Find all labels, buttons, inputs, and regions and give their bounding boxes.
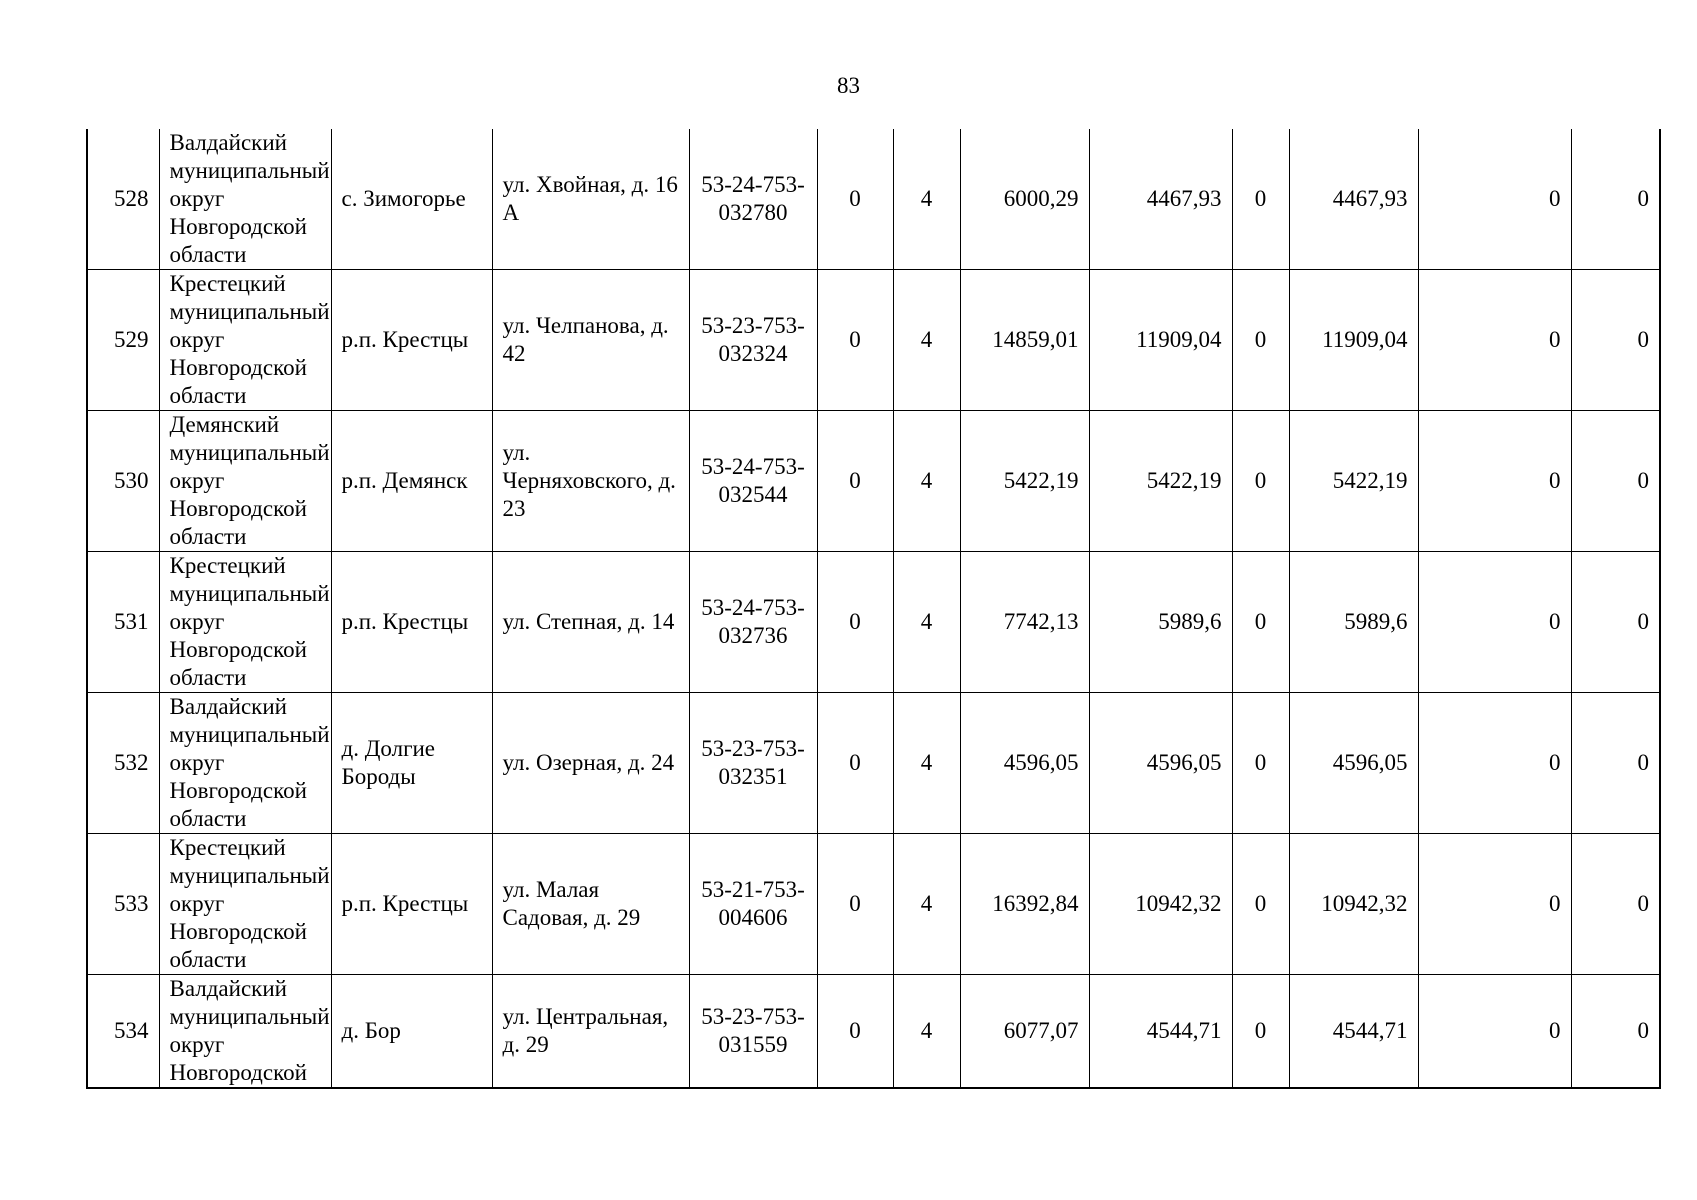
value-cell: 0	[817, 834, 893, 975]
value-cell: 0	[1232, 975, 1289, 1089]
value-cell: 0	[1571, 270, 1660, 411]
table-row	[87, 693, 1660, 834]
address-cell: ул. Черняховского, д. 23	[492, 411, 689, 552]
code-cell: 53-23-753-031559	[689, 975, 817, 1089]
amount-cell: 14859,01	[960, 270, 1089, 411]
address-cell: ул. Хвойная, д. 16 А	[492, 129, 689, 270]
amount-cell: 10942,32	[1289, 834, 1418, 975]
value-cell: 0	[1418, 552, 1571, 693]
address-cell: ул. Малая Садовая, д. 29	[492, 834, 689, 975]
amount-cell: 5422,19	[960, 411, 1089, 552]
amount-cell: 7742,13	[960, 552, 1089, 693]
value-cell: 4	[893, 552, 960, 693]
value-cell: 0	[1232, 834, 1289, 975]
locality-cell: д. Долгие Бороды	[331, 693, 492, 834]
value-cell: 0	[817, 411, 893, 552]
value-cell: 0	[1571, 411, 1660, 552]
table-row	[87, 411, 1660, 552]
amount-cell: 11909,04	[1089, 270, 1232, 411]
amount-cell: 4467,93	[1089, 129, 1232, 270]
value-cell: 0	[1571, 834, 1660, 975]
district-cell: Валдайский муниципальный округ Новгородской области	[159, 129, 331, 270]
value-cell: 4	[893, 834, 960, 975]
value-cell: 4	[893, 270, 960, 411]
amount-cell: 6000,29	[960, 129, 1089, 270]
amount-cell: 4596,05	[1089, 693, 1232, 834]
housing-register-table	[86, 129, 1661, 1089]
value-cell: 0	[1232, 129, 1289, 270]
address-cell: ул. Степная, д. 14	[492, 552, 689, 693]
value-cell: 0	[1571, 129, 1660, 270]
table-row	[87, 975, 1660, 1089]
amount-cell: 5422,19	[1289, 411, 1418, 552]
locality-cell: р.п. Демянск	[331, 411, 492, 552]
amount-cell: 5989,6	[1289, 552, 1418, 693]
amount-cell: 4596,05	[960, 693, 1089, 834]
code-cell: 53-24-753-032736	[689, 552, 817, 693]
value-cell: 0	[1232, 270, 1289, 411]
value-cell: 0	[817, 552, 893, 693]
code-cell: 53-24-753-032780	[689, 129, 817, 270]
value-cell: 0	[1571, 693, 1660, 834]
code-cell: 53-23-753-032351	[689, 693, 817, 834]
amount-cell: 5422,19	[1089, 411, 1232, 552]
district-cell: Крестецкий муниципальный округ Новгородской области	[159, 834, 331, 975]
locality-cell: д. Бор	[331, 975, 492, 1089]
address-cell: ул. Центральная, д. 29	[492, 975, 689, 1089]
code-cell: 53-21-753-004606	[689, 834, 817, 975]
value-cell: 4	[893, 129, 960, 270]
value-cell: 0	[1418, 411, 1571, 552]
value-cell: 0	[1571, 552, 1660, 693]
address-cell: ул. Озерная, д. 24	[492, 693, 689, 834]
row-number: 532	[87, 693, 159, 834]
table-row	[87, 270, 1660, 411]
table-row	[87, 129, 1660, 270]
value-cell: 0	[1418, 834, 1571, 975]
row-number: 529	[87, 270, 159, 411]
value-cell: 0	[1418, 129, 1571, 270]
page-number: 83	[837, 73, 860, 98]
value-cell: 0	[1232, 411, 1289, 552]
value-cell: 0	[1571, 975, 1660, 1089]
amount-cell: 4467,93	[1289, 129, 1418, 270]
table-row	[87, 552, 1660, 693]
value-cell: 0	[817, 693, 893, 834]
district-cell: Крестецкий муниципальный округ Новгородской области	[159, 270, 331, 411]
value-cell: 0	[1232, 693, 1289, 834]
locality-cell: с. Зимогорье	[331, 129, 492, 270]
row-number: 531	[87, 552, 159, 693]
code-cell: 53-23-753-032324	[689, 270, 817, 411]
row-number: 534	[87, 975, 159, 1089]
value-cell: 0	[1418, 270, 1571, 411]
row-number: 528	[87, 129, 159, 270]
locality-cell: р.п. Крестцы	[331, 270, 492, 411]
locality-cell: р.п. Крестцы	[331, 834, 492, 975]
value-cell: 0	[817, 975, 893, 1089]
value-cell: 4	[893, 975, 960, 1089]
value-cell: 0	[817, 129, 893, 270]
district-cell: Валдайский муниципальный округ Новгородской	[159, 975, 331, 1089]
value-cell: 0	[1232, 552, 1289, 693]
value-cell: 0	[1418, 975, 1571, 1089]
amount-cell: 11909,04	[1289, 270, 1418, 411]
row-number: 533	[87, 834, 159, 975]
table-row	[87, 834, 1660, 975]
amount-cell: 4544,71	[1089, 975, 1232, 1089]
district-cell: Валдайский муниципальный округ Новгородской области	[159, 693, 331, 834]
value-cell: 0	[1418, 693, 1571, 834]
amount-cell: 16392,84	[960, 834, 1089, 975]
district-cell: Демянский муниципальный округ Новгородской области	[159, 411, 331, 552]
amount-cell: 4544,71	[1289, 975, 1418, 1089]
amount-cell: 5989,6	[1089, 552, 1232, 693]
value-cell: 4	[893, 693, 960, 834]
value-cell: 0	[817, 270, 893, 411]
address-cell: ул. Челпанова, д. 42	[492, 270, 689, 411]
row-number: 530	[87, 411, 159, 552]
value-cell: 4	[893, 411, 960, 552]
locality-cell: р.п. Крестцы	[331, 552, 492, 693]
district-cell: Крестецкий муниципальный округ Новгородской области	[159, 552, 331, 693]
amount-cell: 6077,07	[960, 975, 1089, 1089]
amount-cell: 10942,32	[1089, 834, 1232, 975]
amount-cell: 4596,05	[1289, 693, 1418, 834]
code-cell: 53-24-753-032544	[689, 411, 817, 552]
